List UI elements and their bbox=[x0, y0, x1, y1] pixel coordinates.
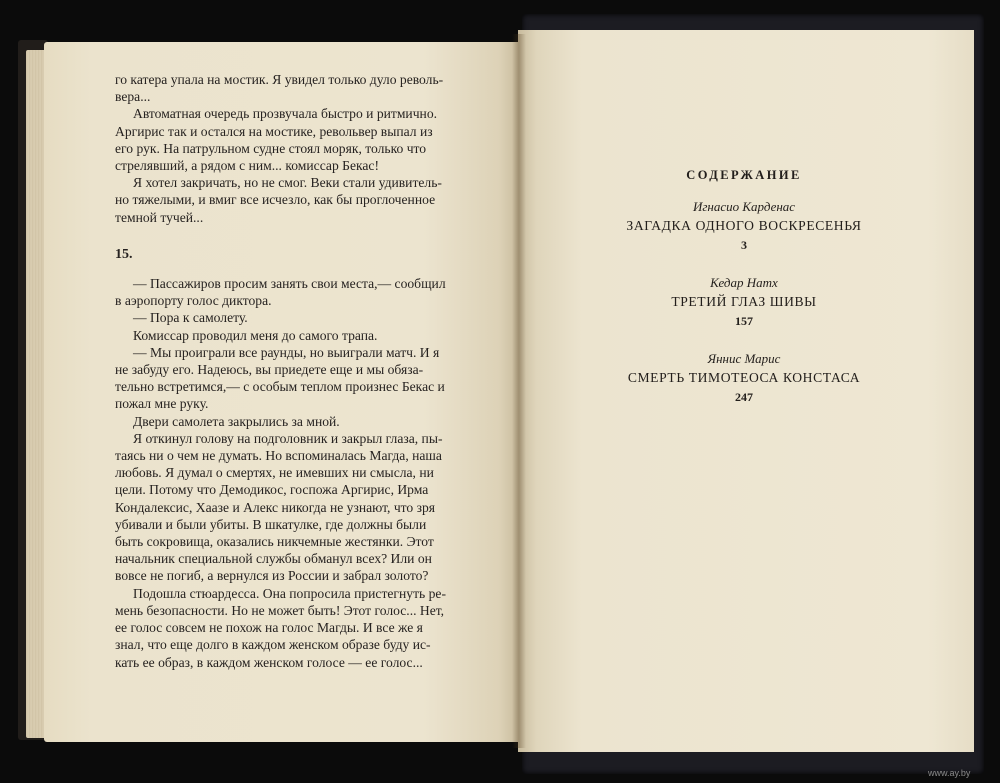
toc-page-number: 157 bbox=[735, 314, 753, 328]
text-line: Я откинул голову на подголовник и закрыл глаза, пы- bbox=[133, 430, 443, 446]
text-line: ее голос совсем не похож на голос Магды. И все же я bbox=[115, 620, 423, 636]
text-line: знал, что еще долго в каждом женском образе буду ис- bbox=[115, 637, 431, 653]
text-line: любовь. Я думал о смертях, не имевших ни смысла, ни bbox=[115, 465, 434, 481]
table-of-contents bbox=[594, 168, 894, 427]
toc-author: Кедар Натх bbox=[710, 275, 778, 290]
text-line: Я хотел закричать, но не смог. Веки стали удивитель- bbox=[133, 175, 442, 191]
text-line: го катера упала на мостик. Я увидел только дуло револь- bbox=[115, 72, 444, 87]
text-line: таясь ни о чем не думать. Но вспоминалась Магда, наша bbox=[115, 448, 442, 464]
text-line: Аргирис так и остался на мостике, револьвер выпал из bbox=[115, 123, 433, 139]
text-line: вера... bbox=[115, 89, 151, 105]
toc-entry bbox=[594, 351, 894, 405]
toc-page-number: 3 bbox=[741, 238, 747, 252]
text-line: Двери самолета закрылись за мной. bbox=[133, 413, 340, 429]
text-line: — Мы проиграли все раунды, но выиграли матч. И я bbox=[133, 344, 440, 360]
watermark: www.ay.by bbox=[928, 768, 971, 778]
text-line: — Пассажиров просим занять свои места,— сообщил bbox=[133, 276, 446, 292]
toc-title: СОДЕРЖАНИЕ bbox=[686, 168, 802, 182]
text-line: но тяжелыми, и вмиг все исчезло, как бы проглоченное bbox=[115, 192, 436, 208]
left-page-text bbox=[115, 71, 473, 671]
text-line: — Пора к самолету. bbox=[133, 310, 248, 326]
text-line: цели. Потому что Демодикос, госпожа Аргирис, Ирма bbox=[115, 482, 429, 498]
toc-page-number: 247 bbox=[735, 390, 753, 404]
text-line: кать ее образ, в каждом женском голосе — ее голос... bbox=[115, 654, 423, 670]
text-line: убивали и были убиты. В шкатулке, где должны были bbox=[115, 516, 427, 532]
text-line: Комиссар проводил меня до самого трапа. bbox=[133, 327, 378, 343]
text-line: пожал мне руку. bbox=[115, 396, 209, 412]
book-gutter bbox=[512, 34, 526, 748]
toc-work-title: СМЕРТЬ ТИМОТЕОСА КОНСТАСА bbox=[627, 370, 861, 385]
text-line: стрелявший, а рядом с ним... комиссар Бекас! bbox=[115, 158, 379, 174]
toc-author: Яннис Марис bbox=[707, 351, 781, 366]
text-line: в аэропорту голос диктора. bbox=[115, 293, 272, 309]
toc-entry bbox=[594, 275, 894, 329]
text-line: его рук. На патрульном судне стоял моряк, только что bbox=[115, 140, 427, 156]
text-line: Автоматная очередь прозвучала быстро и ритмично. bbox=[133, 106, 438, 122]
toc-work-title: ЗАГАДКА ОДНОГО ВОСКРЕСЕНЬЯ bbox=[626, 218, 862, 233]
text-line: быть сокровища, оказались никчемные жестянки. Этот bbox=[115, 534, 434, 550]
text-line: Подошла стюардесса. Она попросила пристегнуть ре- bbox=[133, 585, 446, 601]
paragraphs-before bbox=[115, 71, 473, 226]
text-line: не забуду его. Надеюсь, вы приедете еще и мы обяза- bbox=[115, 362, 424, 378]
text-line: начальник специальной службы обманул всех? Или он bbox=[115, 551, 432, 567]
toc-entry bbox=[594, 199, 894, 253]
paragraphs-after bbox=[115, 275, 473, 671]
text-line: мень безопасности. Но не может быть! Этот голос... Нет, bbox=[115, 602, 445, 618]
toc-author: Игнасио Карденас bbox=[692, 199, 796, 214]
text-line: темной тучей... bbox=[115, 209, 204, 225]
section-number: 15. bbox=[115, 246, 133, 262]
text-line: тельно встретимся,— с особым теплом произнес Бекас и bbox=[115, 379, 445, 395]
text-line: вовсе не погиб, а вернулся из России и забрал золото? bbox=[115, 568, 429, 584]
text-line: Кондалексис, Хаазе и Алекс никогда не узнают, что зря bbox=[115, 499, 436, 515]
toc-work-title: ТРЕТИЙ ГЛАЗ ШИВЫ bbox=[671, 294, 817, 309]
